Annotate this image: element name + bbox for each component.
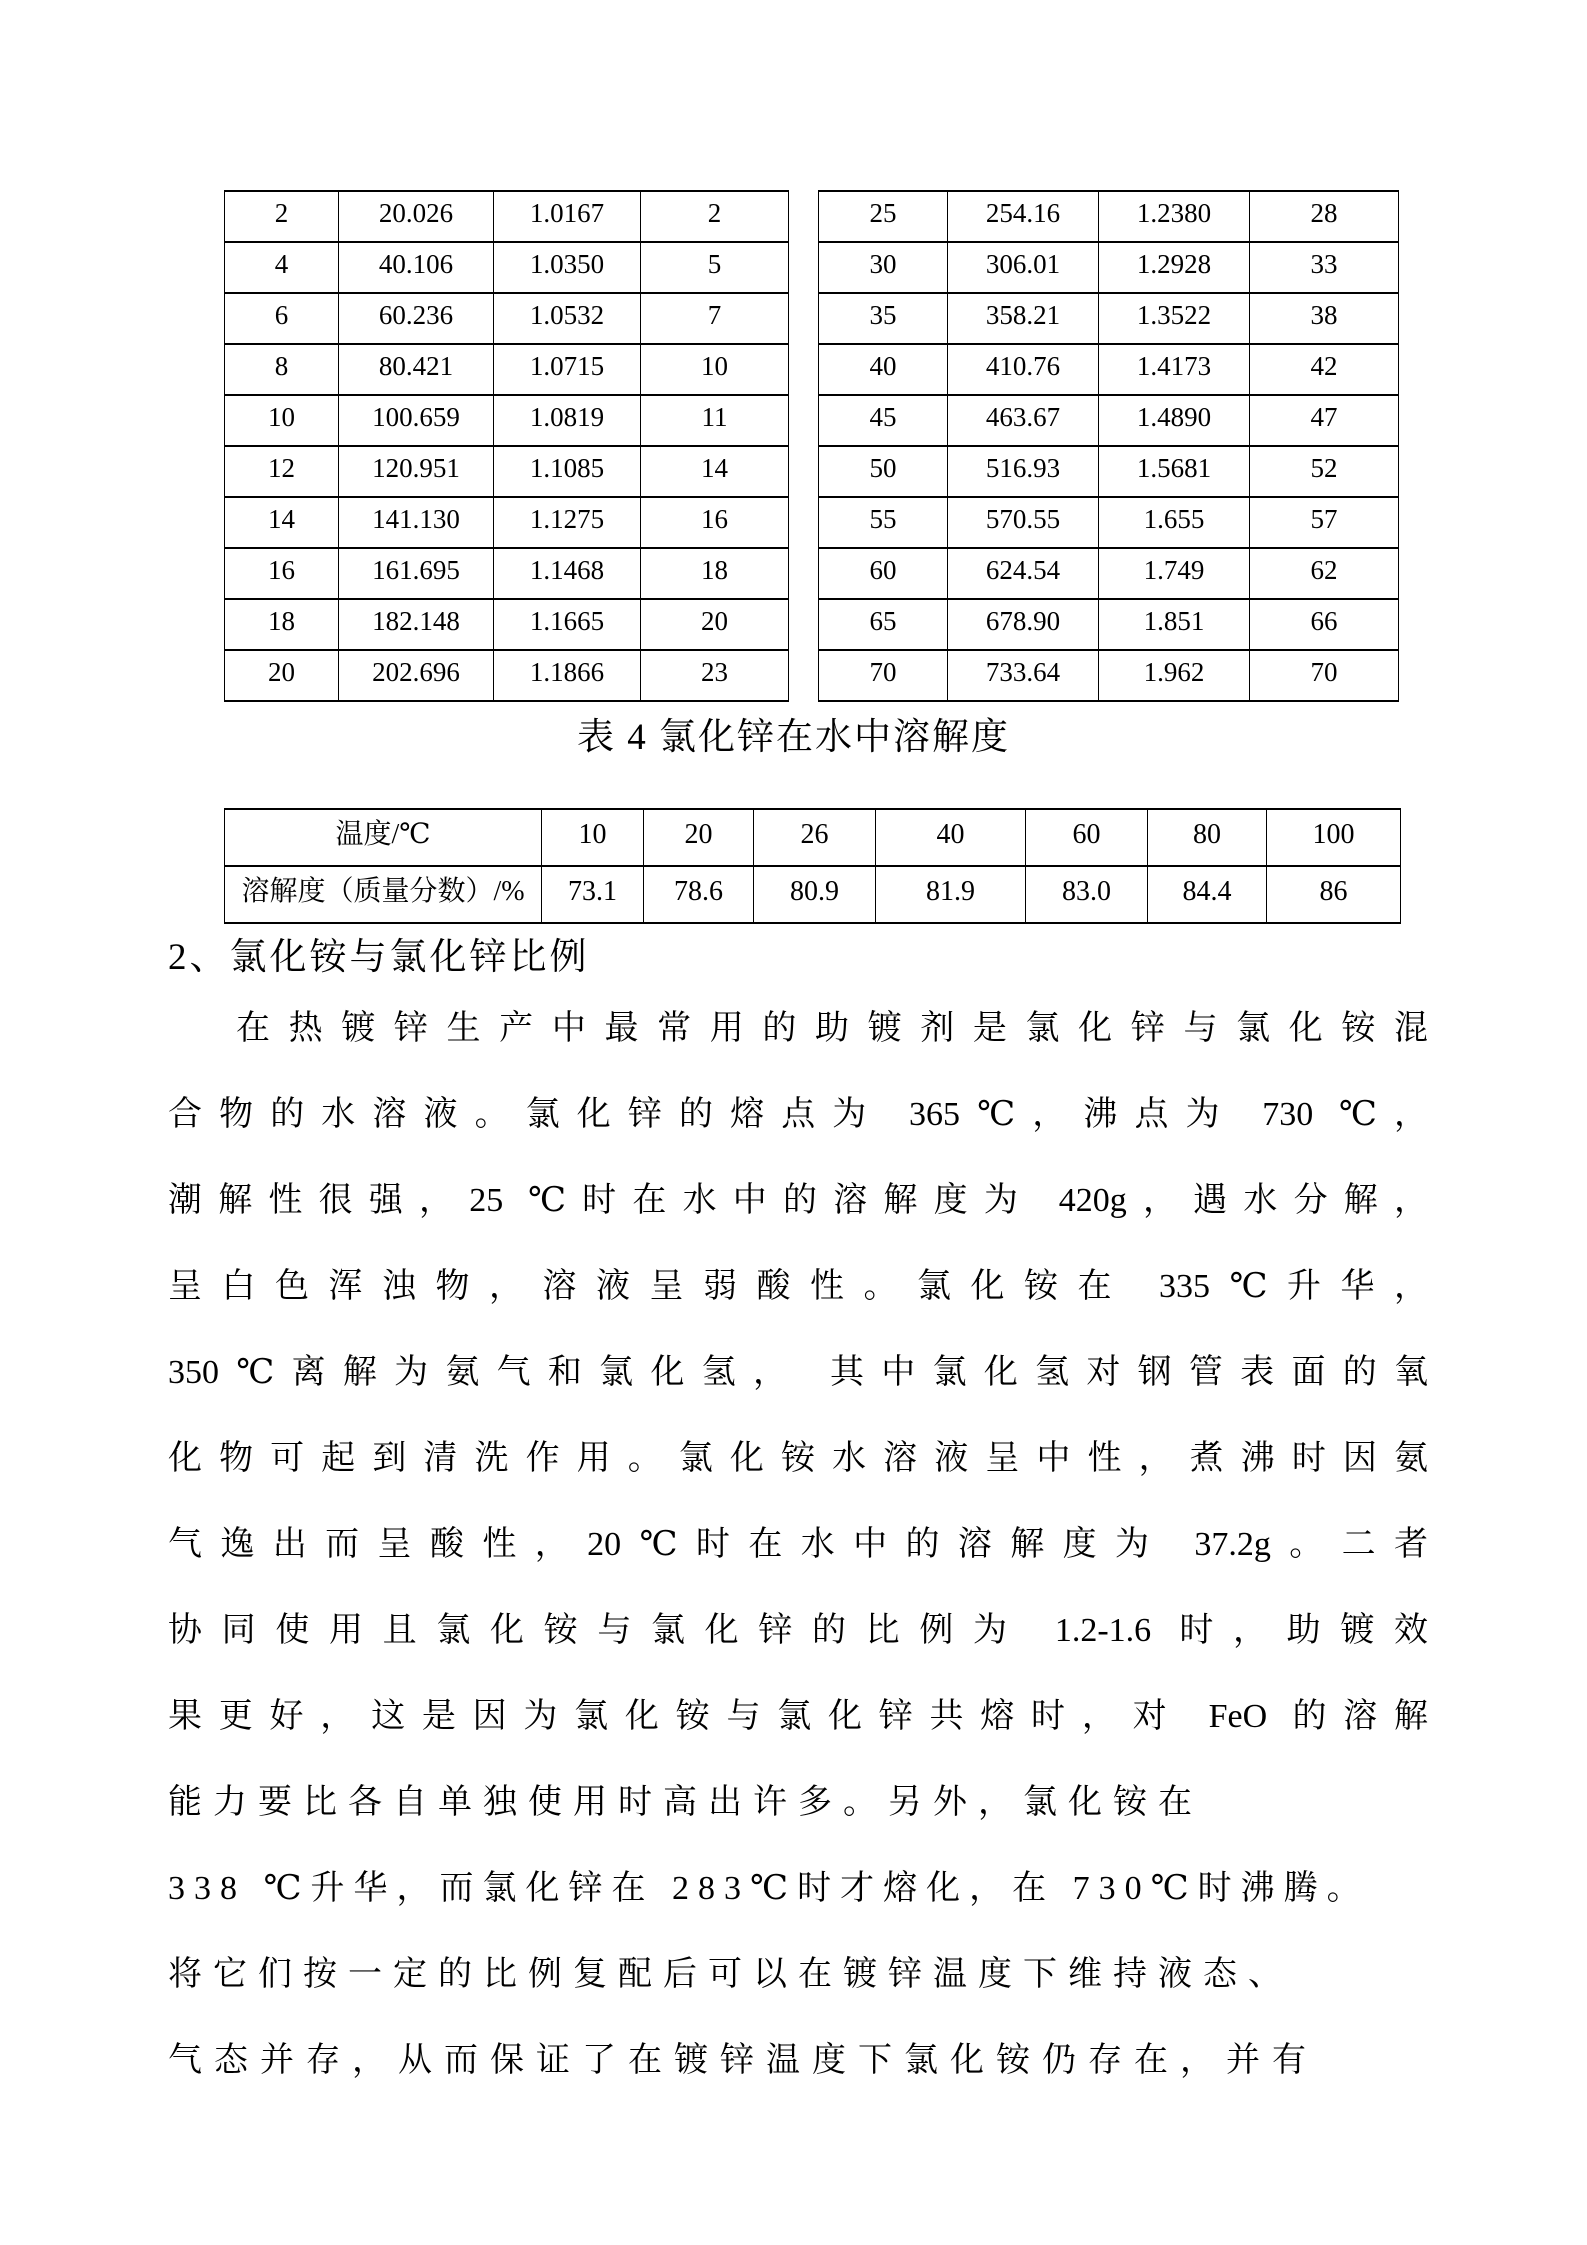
table-cell: 66 [1250, 599, 1399, 650]
table-cell: 26 [754, 809, 876, 866]
paragraph-line: 338 ℃升华，而氯化锌在 283℃时才熔化，在 730℃时沸腾。 [168, 1870, 1370, 1907]
table-cell: 50 [819, 446, 948, 497]
table-cell: 40 [876, 809, 1026, 866]
table-cell: 84.4 [1148, 866, 1267, 923]
table-row [225, 242, 789, 293]
table-cell: 65 [819, 599, 948, 650]
table-row [225, 809, 1401, 866]
table-cell: 20 [225, 650, 339, 701]
zinc-chloride-solubility-table [224, 808, 1401, 924]
ammonium-chloride-solution-table-pair [224, 190, 1399, 702]
table-cell: 40 [819, 344, 948, 395]
table-cell: 60.236 [339, 293, 494, 344]
table-cell: 40.106 [339, 242, 494, 293]
table-cell: 83.0 [1026, 866, 1148, 923]
table-row [819, 548, 1399, 599]
table-cell: 47 [1250, 395, 1399, 446]
table-cell: 35 [819, 293, 948, 344]
table-cell: 1.4890 [1099, 395, 1250, 446]
row-header-cell: 温度/℃ [225, 809, 542, 866]
table-cell: 254.16 [948, 191, 1099, 242]
table-row [225, 650, 789, 701]
table-cell: 7 [641, 293, 789, 344]
table-cell: 38 [1250, 293, 1399, 344]
table-row [819, 395, 1399, 446]
row-header-cell: 溶解度（质量分数）/% [225, 866, 542, 923]
table-row [225, 344, 789, 395]
table-row [225, 599, 789, 650]
solution-table-left [224, 190, 789, 702]
table-cell: 18 [641, 548, 789, 599]
table-cell: 1.3522 [1099, 293, 1250, 344]
table-row [225, 866, 1401, 923]
table-cell: 182.148 [339, 599, 494, 650]
table-cell: 100.659 [339, 395, 494, 446]
paragraph-line: 潮解性很强，25 ℃时在水中的溶解度为 420g，遇水分解， [168, 1182, 1428, 1219]
table-cell: 16 [641, 497, 789, 548]
paragraph-line: 化物可起到清洗作用。氯化铵水溶液呈中性，煮沸时因氨 [168, 1440, 1428, 1477]
table-cell: 1.655 [1099, 497, 1250, 548]
table-cell: 55 [819, 497, 948, 548]
table-row [225, 548, 789, 599]
table-cell: 80.421 [339, 344, 494, 395]
table-cell: 1.0167 [494, 191, 641, 242]
body-paragraph [168, 986, 1428, 2104]
table-cell: 52 [1250, 446, 1399, 497]
table-row [225, 293, 789, 344]
table-cell: 14 [225, 497, 339, 548]
paragraph-line: 呈白色浑浊物，溶液呈弱酸性。氯化铵在 335℃升华， [168, 1268, 1428, 1305]
table-cell: 73.1 [542, 866, 644, 923]
table-cell: 8 [225, 344, 339, 395]
table-cell: 463.67 [948, 395, 1099, 446]
table-cell: 1.0532 [494, 293, 641, 344]
table-cell: 80 [1148, 809, 1267, 866]
table-cell: 678.90 [948, 599, 1099, 650]
table-cell: 1.962 [1099, 650, 1250, 701]
table-cell: 202.696 [339, 650, 494, 701]
table-cell: 1.1085 [494, 446, 641, 497]
table-cell: 14 [641, 446, 789, 497]
table-row [819, 497, 1399, 548]
table-row [225, 497, 789, 548]
table-cell: 60 [819, 548, 948, 599]
table-row [819, 191, 1399, 242]
solution-table-right [818, 190, 1399, 702]
table-cell: 1.1866 [494, 650, 641, 701]
table-row [819, 293, 1399, 344]
table-cell: 1.4173 [1099, 344, 1250, 395]
table-cell: 23 [641, 650, 789, 701]
table-cell: 100 [1267, 809, 1401, 866]
table-cell: 81.9 [876, 866, 1026, 923]
table-cell: 10 [542, 809, 644, 866]
table-cell: 28 [1250, 191, 1399, 242]
table-cell: 30 [819, 242, 948, 293]
table-cell: 306.01 [948, 242, 1099, 293]
table-cell: 1.2380 [1099, 191, 1250, 242]
table-row [819, 344, 1399, 395]
paragraph-line: 合物的水溶液。氯化锌的熔点为 365℃，沸点为 730 ℃， [168, 1096, 1428, 1133]
table-cell: 20 [644, 809, 754, 866]
table-cell: 86 [1267, 866, 1401, 923]
table-cell: 120.951 [339, 446, 494, 497]
table-cell: 1.0350 [494, 242, 641, 293]
table-cell: 1.2928 [1099, 242, 1250, 293]
table-cell: 45 [819, 395, 948, 446]
table-cell: 20.026 [339, 191, 494, 242]
table-cell: 161.695 [339, 548, 494, 599]
table-cell: 516.93 [948, 446, 1099, 497]
table-cell: 18 [225, 599, 339, 650]
table-cell: 1.749 [1099, 548, 1250, 599]
table-cell: 2 [641, 191, 789, 242]
table-cell: 141.130 [339, 497, 494, 548]
table-cell: 12 [225, 446, 339, 497]
table-row [225, 191, 789, 242]
table-row [819, 599, 1399, 650]
table-cell: 25 [819, 191, 948, 242]
table-row [819, 650, 1399, 701]
table-cell: 62 [1250, 548, 1399, 599]
table-row [819, 446, 1399, 497]
paragraph-line: 将它们按一定的比例复配后可以在镀锌温度下维持液态、 [168, 1956, 1293, 1993]
table-cell: 70 [1250, 650, 1399, 701]
table-cell: 10 [641, 344, 789, 395]
table-row [225, 395, 789, 446]
paragraph-line: 协同使用且氯化铵与氯化锌的比例为 1.2-1.6 时，助镀效 [168, 1612, 1428, 1649]
table-cell: 16 [225, 548, 339, 599]
table-cell: 624.54 [948, 548, 1099, 599]
table-cell: 1.1468 [494, 548, 641, 599]
table-cell: 33 [1250, 242, 1399, 293]
table-cell: 60 [1026, 809, 1148, 866]
table-cell: 4 [225, 242, 339, 293]
table-cell: 1.851 [1099, 599, 1250, 650]
table-row [225, 446, 789, 497]
table-cell: 78.6 [644, 866, 754, 923]
paragraph-line: 气逸出而呈酸性，20℃时在水中的溶解度为 37.2g。二者 [168, 1526, 1428, 1563]
table-row [819, 242, 1399, 293]
table-cell: 410.76 [948, 344, 1099, 395]
table-cell: 70 [819, 650, 948, 701]
table-cell: 5 [641, 242, 789, 293]
section-heading: 2、氯化铵与氯化锌比例 [168, 937, 590, 978]
table-cell: 358.21 [948, 293, 1099, 344]
table-cell: 1.1275 [494, 497, 641, 548]
table-cell: 10 [225, 395, 339, 446]
table-cell: 2 [225, 191, 339, 242]
table-cell: 6 [225, 293, 339, 344]
table-cell: 42 [1250, 344, 1399, 395]
paragraph-line: 在热镀锌生产中最常用的助镀剂是氯化锌与氯化铵混 [236, 1010, 1428, 1047]
table-cell: 570.55 [948, 497, 1099, 548]
paragraph-line: 能力要比各自单独使用时高出许多。另外，氯化铵在 [168, 1784, 1203, 1821]
table-cell: 1.0715 [494, 344, 641, 395]
table-cell: 1.0819 [494, 395, 641, 446]
table-cell: 80.9 [754, 866, 876, 923]
table-cell: 733.64 [948, 650, 1099, 701]
table-cell: 57 [1250, 497, 1399, 548]
zinc-chloride-solubility-table-wrap [224, 808, 1401, 924]
paragraph-line: 气态并存，从而保证了在镀锌温度下氯化铵仍存在，并有 [168, 2042, 1318, 2079]
table-caption: 表 4 氯化锌在水中溶解度 [577, 717, 1010, 758]
table-cell: 1.1665 [494, 599, 641, 650]
paragraph-line: 350℃离解为氨气和氯化氢， 其中氯化氢对钢管表面的氧 [168, 1354, 1428, 1391]
paragraph-line: 果更好，这是因为氯化铵与氯化锌共熔时，对 FeO 的溶解 [168, 1698, 1428, 1735]
table-cell: 1.5681 [1099, 446, 1250, 497]
table-cell: 20 [641, 599, 789, 650]
table-cell: 11 [641, 395, 789, 446]
